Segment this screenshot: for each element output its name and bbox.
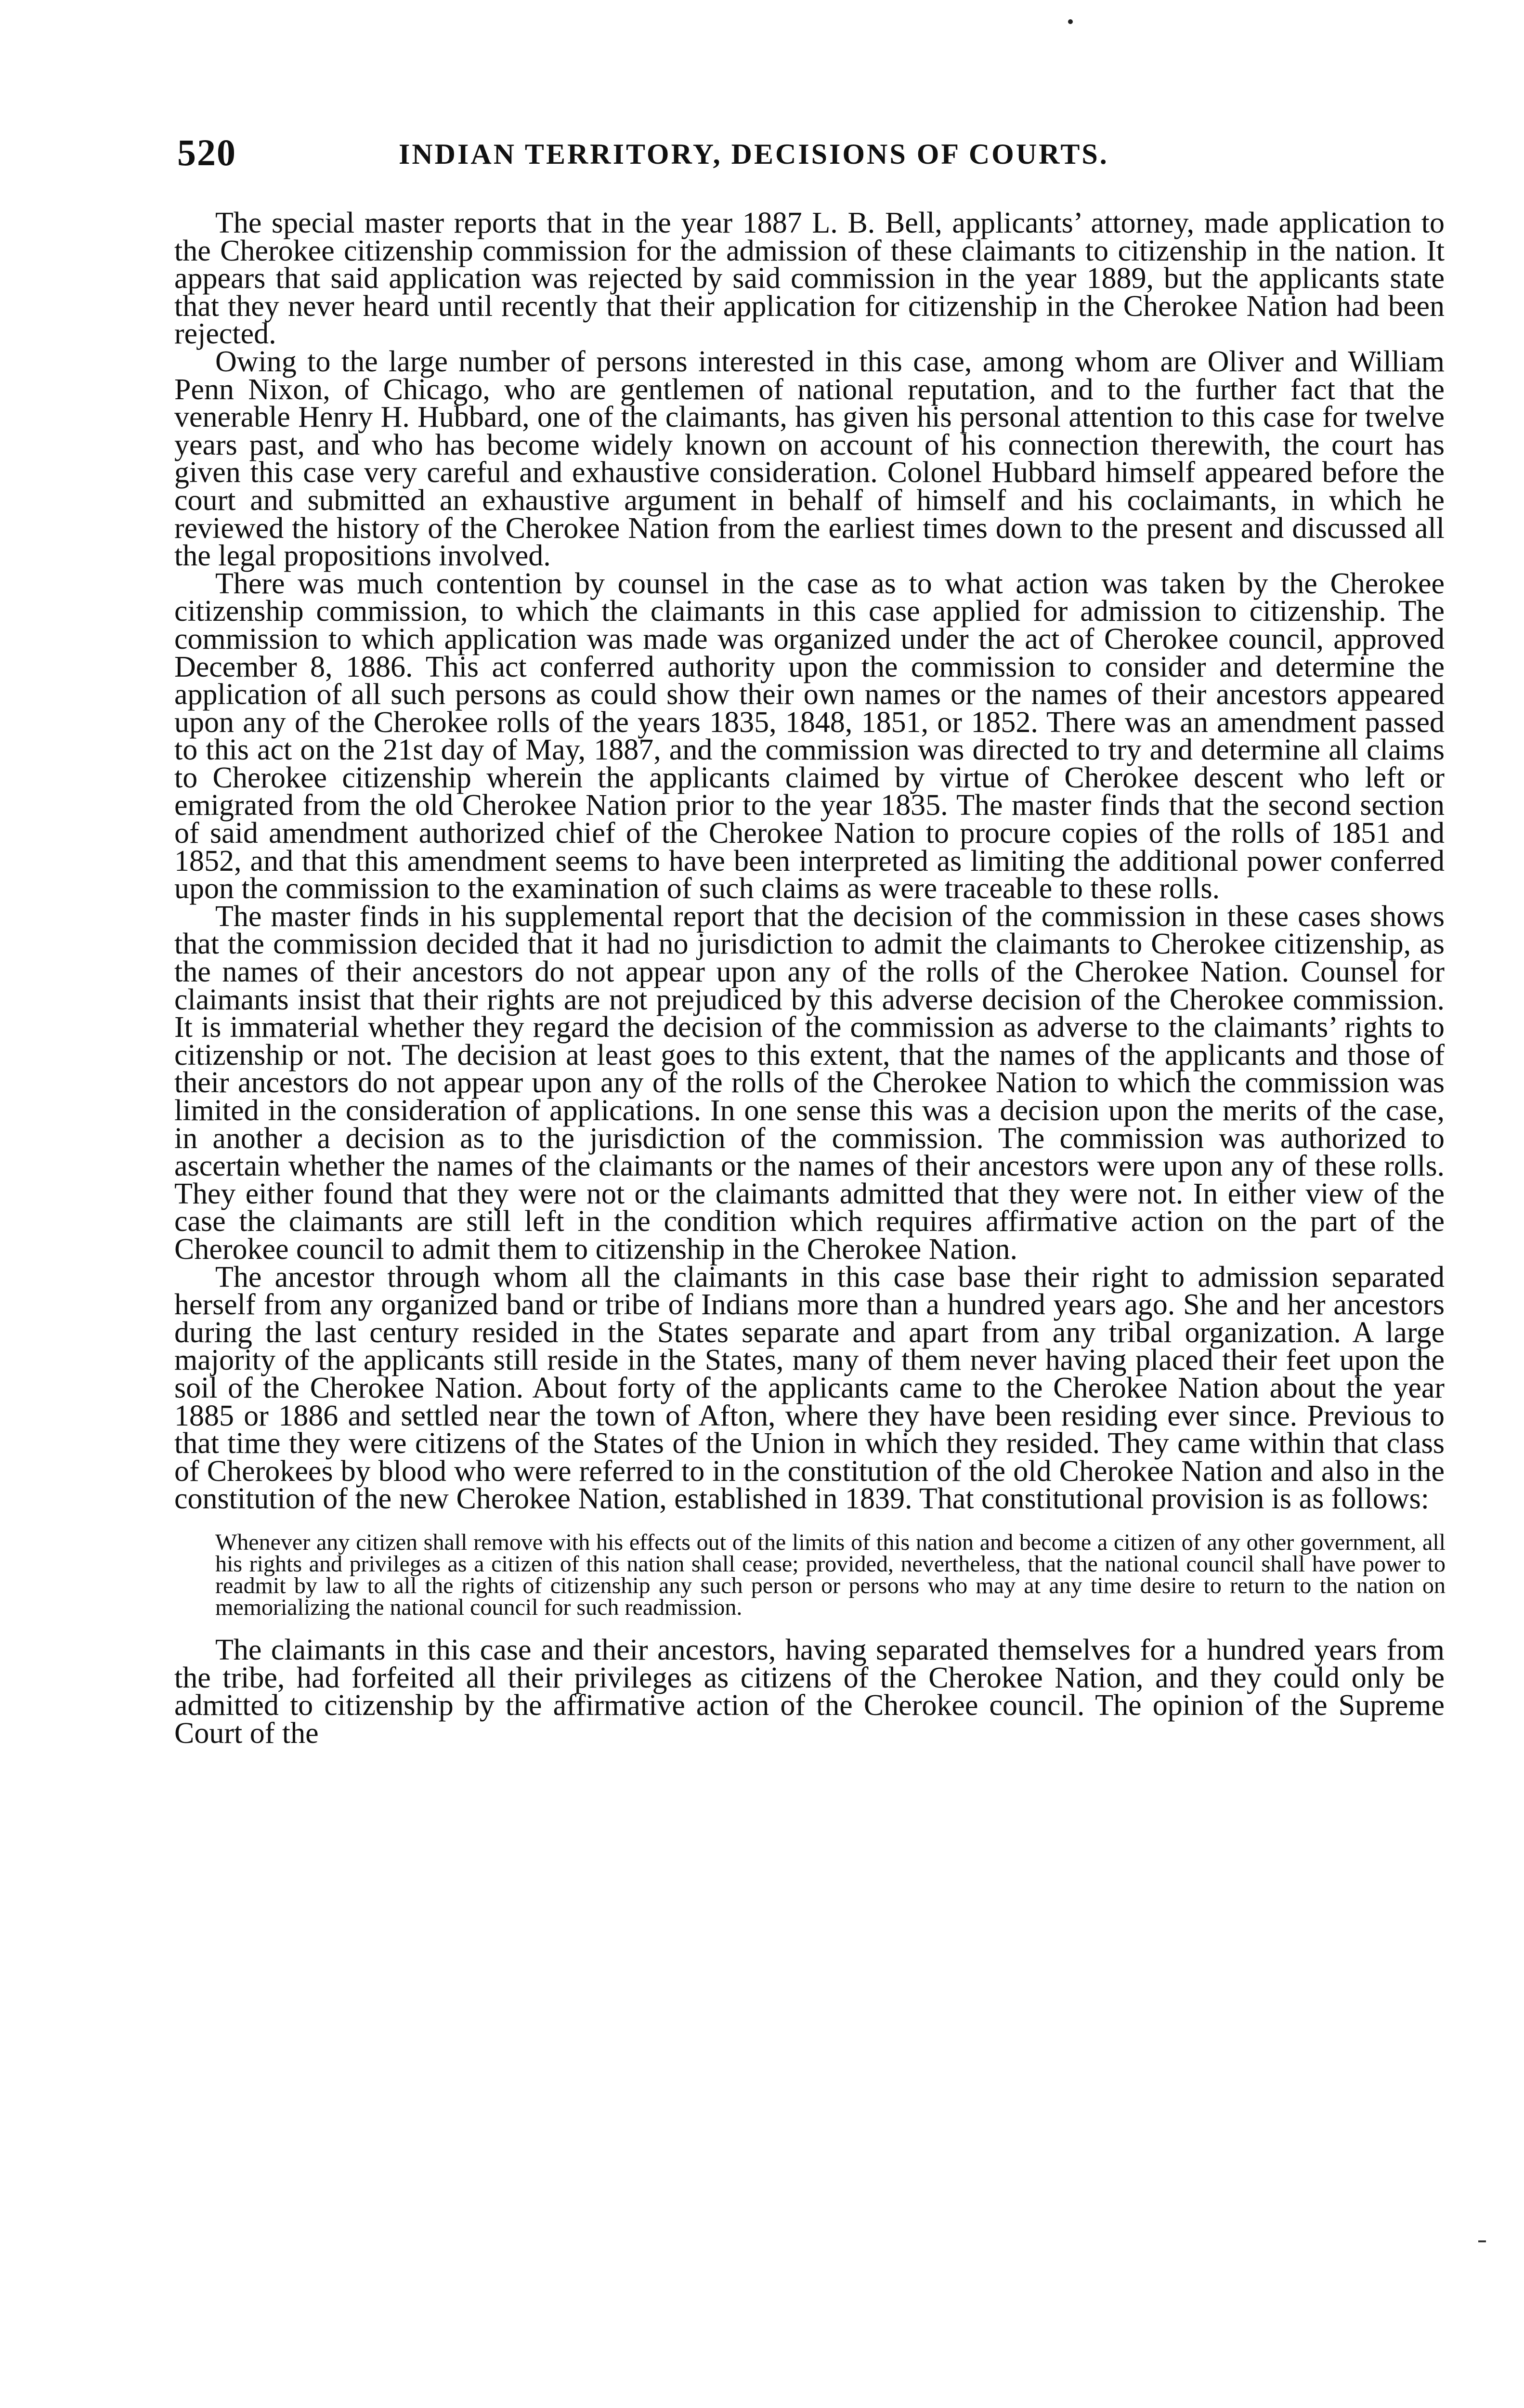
paragraph: Owing to the large number of persons interested in this case, among whom are Oliver and William Penn Nixon, of Chicago, who are gentlemen of national reputation, and to the further fact that the venerable Henry H. Hubbard, one of the claimants, has given his personal attention to this case for twelve years past, and who has become widely known on account of his connection therewith, the court has given this case very careful and exhaustive consideration. Colonel Hubbard himself appeared before the court and submitted an exhaustive argument in behalf of himself and his coclaimants, in which he reviewed the history of the Cherokee Nation from the earliest times down to the present and discussed all the legal propositions involved. (174, 345, 1445, 573)
closing-paragraph: The claimants in this case and their ancestors, having separated themselves for a hundred years from the tribe, had forfeited all their privileges as citizens of the Cherokee Nation, and they could only be admitted to citizenship by the affirmative action of the Cherokee council. The opinion of the Supreme Court of the (174, 1633, 1445, 1750)
paragraph: The ancestor through whom all the claimants in this case base their right to admission separated herself from any organized band or tribe of Indians more than a hundred years ago. She and her ancestors during the last century resided in the States separate and apart from any tribal organization. A large majority of the applicants still reside in the States, many of them never having placed their feet upon the soil of the Cherokee Nation. About forty of the applicants came to the Cherokee Nation about the year 1885 or 1886 and settled near the town of Afton, where they have been residing ever since. Previous to that time they were citizens of the States of the Union in which they resided. They came within that class of Cherokees by blood who were referred to in the constitution of the old Cherokee Nation and also in the constitution of the new Cherokee Nation, established in 1839. That constitutional provision is as follows: (174, 1260, 1445, 1516)
running-head: INDIAN TERRITORY, DECISIONS OF COURTS. (399, 138, 1109, 170)
margin-mark (1478, 2240, 1486, 2242)
paragraph: The special master reports that in the year 1887 L. B. Bell, applicants’ attorney, made application to the Cherokee citizenship commission for the admission of these claimants to citizenship in the nation. It appears that said application was rejected by said commission in the year 1889, but the applicants state that they never heard until recently that their application for citizenship in the Cherokee Nation had been rejected. (174, 207, 1445, 351)
paragraph: There was much contention by counsel in the case as to what action was taken by the Cherokee citizenship commission, to which the claimants in this case applied for admission to citizenship. The commission to which application was made was organized under the act of Cherokee council, approved December 8, 1886. This act conferred authority upon the commission to consider and determine the application of all such persons as could show their own names or the names of their ancestors appeared upon any of the Cherokee rolls of the years 1835, 1848, 1851, or 1852. There was an amendment passed to this act on the 21st day of May, 1887, and the commission was directed to try and determine all claims to Cherokee citizenship wherein the applicants claimed by virtue of Cherokee descent who left or emigrated from the old Cherokee Nation prior to the year 1835. The master finds that the second section of said amendment authorized chief of the Cherokee Nation to procure copies of the rolls of 1851 and 1852, and that this amendment seems to have been interpreted as limiting the additional power conferred upon the commission to the examination of such claims as were traceable to these rolls. (174, 567, 1445, 905)
page-number: 520 (177, 131, 236, 173)
paragraph: The master finds in his supplemental report that the decision of the commission in these cases shows that the commission decided that it had no jurisdiction to admit the claimants to Cherokee citizenship, as the names of their ancestors do not appear upon any of the rolls of the Cherokee Nation. Counsel for claimants insist that their rights are not prejudiced by this adverse decision of the Cherokee commission. It is immaterial whether they regard the decision of the commission as adverse to the claimants’ rights to citizenship or not. The decision at least goes to this extent, that the names of the applicants and those of their ancestors do not appear upon any of the rolls of the Cherokee Nation to which the commission was limited in the consideration of applications. In one sense this was a decision upon the merits of the case, in another a decision as to the jurisdiction of the commission. The commission was authorized to ascertain whether the names of the claimants or the names of their ancestors were upon any of these rolls. They either found that they were not or the claimants admitted that they were not. In either view of the case the claimants are still left in the condition which requires affirmative action on the part of the Cherokee council to admit them to citizenship in the Cherokee Nation. (174, 900, 1445, 1266)
constitutional-quote: Whenever any citizen shall remove with his effects out of the limits of this nation and become a citizen of any other government, all his rights and privileges as a citizen of this nation shall cease; provided, nevertheless, that the national council shall have power to readmit by law to all the rights of citizenship any such person or persons who may at any time desire to return to the nation on memorializing the national council for such readmission. (215, 1529, 1446, 1620)
body-text (174, 207, 1446, 1750)
stray-ink-mark (1068, 19, 1073, 24)
page-header (177, 131, 1444, 184)
